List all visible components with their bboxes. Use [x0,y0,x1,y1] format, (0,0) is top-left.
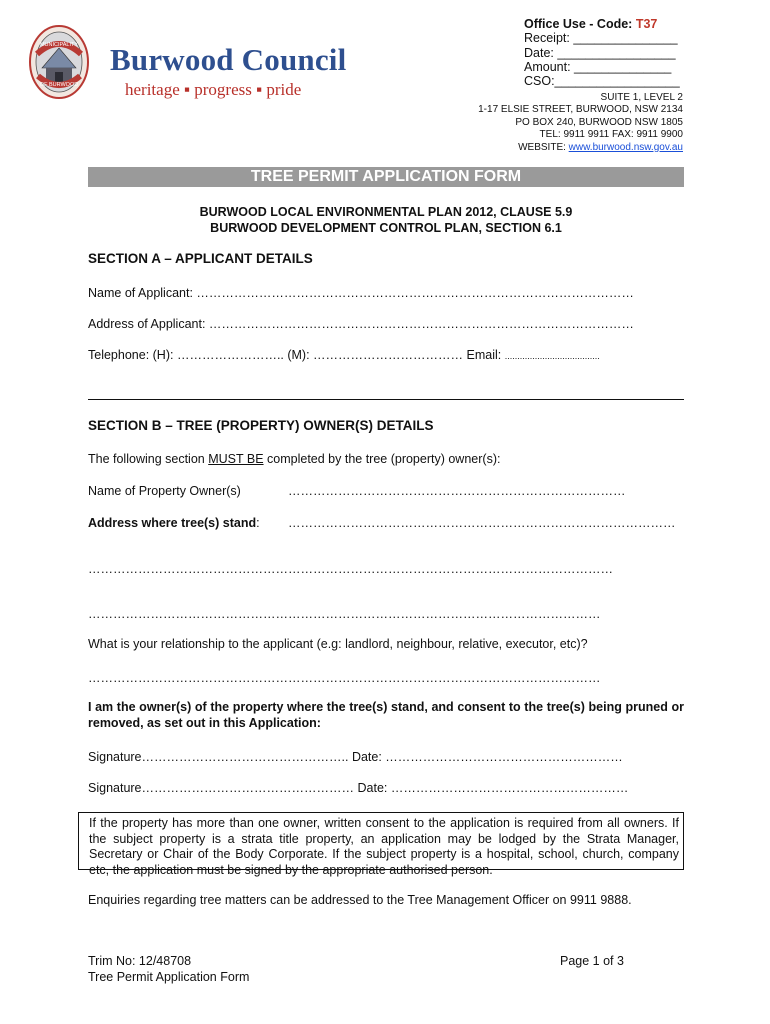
phone-home-field[interactable]: …………………….. [176,348,288,362]
website-line: WEBSITE: www.burwood.nsw.gov.au [518,141,683,153]
date-field-1[interactable]: ………………………………………………… [385,750,623,764]
applicant-address-row [88,317,634,331]
office-use-block [524,17,680,88]
form-title: TREE PERMIT APPLICATION FORM [88,167,684,187]
owner-name-field[interactable]: ……………………………………………………………………… [288,484,626,498]
signature-row-1 [88,750,623,764]
tree-address-field-line-3[interactable]: …………………………………………………………………………………………………………… [88,607,601,621]
email-field[interactable]: ...................................... [504,351,600,361]
brand-name: Burwood Council [110,42,347,77]
website-link[interactable]: www.burwood.nsw.gov.au [568,141,683,153]
tree-address-field[interactable]: ………………………………………………………………………………… [288,516,676,530]
council-logo [28,24,368,104]
phone-mobile-label: (M): [287,348,314,362]
signature-field-1[interactable]: ………………………………………….. [141,750,352,764]
section-divider [88,399,684,400]
enquiries-text: Enquiries regarding tree matters can be addressed to the Tree Management Officer on 9911 9888. [88,893,632,907]
seal-text-top: MUNICIPALITY [39,42,79,48]
plan-reference-1: BURWOOD LOCAL ENVIRONMENTAL PLAN 2012, CLAUSE 5.9 [199,205,573,219]
office-code: T37 [635,17,658,31]
owner-name-label: Name of Property Owner(s) [88,484,241,498]
date-field[interactable]: Date: _________________ [524,45,676,60]
applicant-name-field[interactable]: …………………………………………………………………………………………… [196,286,634,300]
address-line: TEL: 9911 9911 FAX: 9911 9900 [539,129,683,141]
applicant-name-label: Name of Applicant: [88,286,197,300]
council-address [478,92,683,154]
council-seal-icon [28,24,90,100]
cso-field[interactable]: CSO:__________________ [524,74,680,89]
relationship-field[interactable]: …………………………………………………………………………………………………………… [88,671,601,685]
section-b-heading: SECTION B – TREE (PROPERTY) OWNER(S) DETAILS [88,418,434,433]
date-field-2[interactable]: ………………………………………………… [390,781,629,795]
date-label: Date: [351,750,386,764]
phone-home-label: Telephone: (H): [88,348,177,362]
multiple-owners-note: If the property has more than one owner, written consent to the application is required from all owners. If the subject property is a strata title property, an application may be lodged by the Strata Manager, Secretary or Chair of the Body Corporate. If the subject property is a hospital, school, church, company etc, the application must be signed by the appropriate authorised person. [78,812,684,870]
phone-mobile-field[interactable]: ……………………………… [313,348,467,362]
brand-tagline: heritage ▪ progress ▪ pride [125,80,302,99]
relationship-question: What is your relationship to the applicant (e.g: landlord, neighbour, relative, executor, etc)? [88,637,588,651]
seal-text-bottom: OF BURWOOD [39,82,79,88]
trim-number: Trim No: 12/48708 [88,954,192,968]
date-label: Date: [357,781,391,795]
address-line: SUITE 1, LEVEL 2 [600,92,683,103]
address-line: 1-17 ELSIE STREET, BURWOOD, NSW 2134 [478,104,683,116]
page-number: Page 1 of 3 [560,954,624,968]
receipt-field[interactable]: Receipt: _______________ [524,31,678,46]
plan-reference-2: BURWOOD DEVELOPMENT CONTROL PLAN, SECTION 6.1 [210,221,562,235]
applicant-address-label: Address of Applicant: [88,317,209,331]
signature-label: Signature [88,781,142,795]
signature-field-2[interactable]: …………………………………………… [141,781,358,795]
email-label: Email: [466,348,505,362]
amount-field[interactable]: Amount: ______________ [524,59,672,74]
footer-left [88,954,249,985]
signature-row-2 [88,781,628,795]
consent-statement: I am the owner(s) of the property where the tree(s) stand, and consent to the tree(s) being pruned or removed, as set out in this Application: [88,700,684,730]
office-use-heading: Office Use - Code: T37 [524,17,658,31]
must-be-emphasis: MUST BE [208,452,264,466]
footer-form-name: Tree Permit Application Form [88,969,250,984]
address-line: PO BOX 240, BURWOOD NSW 1805 [515,116,683,128]
section-b-intro: The following section MUST BE completed by the tree (property) owner(s): [88,452,501,466]
applicant-address-field[interactable]: ………………………………………………………………………………………… [208,317,634,331]
telephone-row [88,348,600,362]
tree-address-field-line-2[interactable]: ……………………………………………………………………………………………………………… [88,562,613,576]
tree-address-label: Address where tree(s) stand: [88,516,260,530]
applicant-name-row [88,286,634,300]
section-a-heading: SECTION A – APPLICANT DETAILS [88,251,313,266]
signature-label: Signature [88,750,142,764]
